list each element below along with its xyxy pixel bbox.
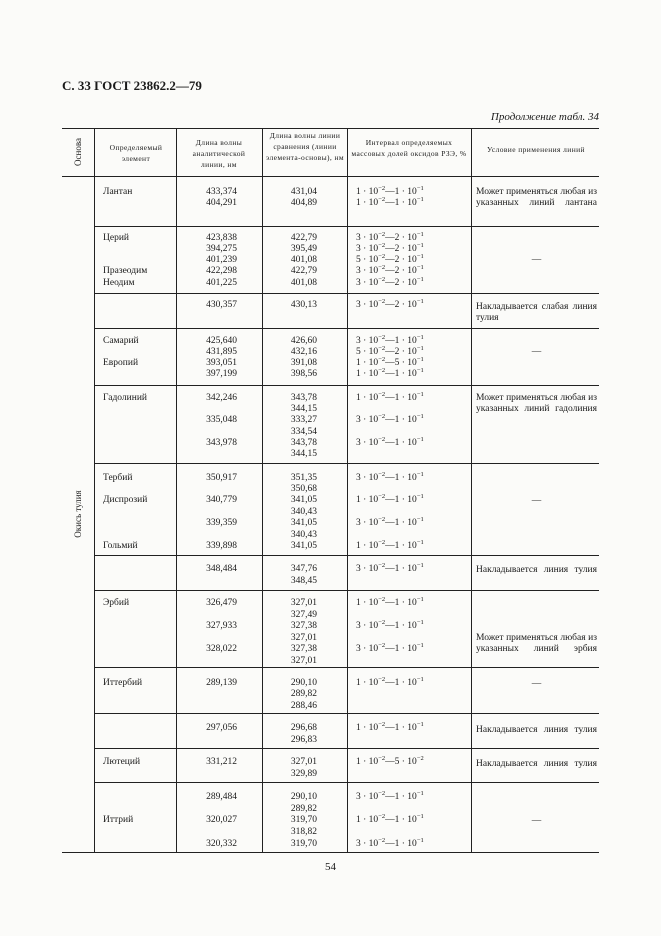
row-group-rule — [94, 782, 599, 783]
element-name: Диспрозий — [103, 495, 148, 505]
header-analytical-line: Длина волны аналитической линии, нм — [192, 138, 246, 169]
comparison-wavelength: 327,49 — [290, 610, 317, 620]
analytical-wavelength: 297,056 — [206, 723, 237, 733]
mass-fraction-range: $3 \cdot 10^{-2}—2 \cdot 10^{-1}$ — [356, 298, 424, 310]
exponent: 1 — [420, 367, 424, 374]
exponent: 1 — [420, 436, 424, 443]
mass-fraction-range: $1 \cdot 10^{-2}—1 \cdot 10^{-1}$ — [356, 196, 424, 208]
exponent: 1 — [420, 813, 424, 820]
exponent: 1 — [420, 516, 424, 523]
condition-text: Может применяться любая из указанных линий эрбия — [476, 633, 597, 655]
analytical-wavelength: 425,640 — [206, 336, 237, 346]
comparison-wavelength: 289,82 — [290, 804, 317, 814]
row-group-rule — [94, 463, 599, 464]
table-top-rule — [62, 128, 599, 129]
analytical-wavelength: 289,139 — [206, 678, 237, 688]
element-name: Лантан — [103, 187, 133, 197]
comparison-wavelength: 288,46 — [290, 701, 317, 711]
analytical-wavelength: 289,484 — [206, 792, 237, 802]
mass-fraction-range: $3 \cdot 10^{-2}—1 \cdot 10^{-1}$ — [356, 790, 424, 802]
comparison-wavelength: 351,35 — [290, 473, 317, 483]
row-group-rule — [94, 713, 599, 714]
mass-fraction-range: $1 \cdot 10^{-2}—1 \cdot 10^{-1}$ — [356, 596, 424, 608]
condition-text: Накладывается линия тулия — [476, 565, 597, 575]
mass-fraction-range: $1 \cdot 10^{-2}—5 \cdot 10^{-1}$ — [356, 356, 424, 368]
mass-fraction-range: $3 \cdot 10^{-2}—2 \cdot 10^{-1}$ — [356, 231, 424, 243]
comparison-wavelength: 319,70 — [290, 815, 317, 825]
comparison-wavelength: 296,83 — [290, 735, 317, 745]
element-name: Европий — [103, 358, 139, 368]
element-name: Гольмий — [103, 541, 138, 551]
exponent: 1 — [420, 562, 424, 569]
exponent: 1 — [420, 539, 424, 546]
analytical-wavelength: 327,933 — [206, 621, 237, 631]
element-name: Неодим — [103, 278, 135, 288]
comparison-wavelength: 347,76 — [290, 564, 317, 574]
analytical-wavelength: 401,239 — [206, 255, 237, 265]
comparison-wavelength: 340,43 — [290, 507, 317, 517]
comparison-wavelength: 343,78 — [290, 438, 317, 448]
exponent: 1 — [420, 596, 424, 603]
mass-fraction-range: $1 \cdot 10^{-2}—1 \cdot 10^{-1}$ — [356, 676, 424, 688]
comparison-wavelength: 398,56 — [290, 369, 317, 379]
comparison-wavelength: 401,08 — [290, 278, 317, 288]
mass-fraction-range: $3 \cdot 10^{-2}—2 \cdot 10^{-1}$ — [356, 276, 424, 288]
element-name: Лютеций — [103, 757, 141, 767]
mass-fraction-range: $1 \cdot 10^{-2}—1 \cdot 10^{-1}$ — [356, 391, 424, 403]
column-divider — [347, 128, 348, 852]
analytical-wavelength: 326,479 — [206, 598, 237, 608]
comparison-wavelength: 426,60 — [290, 336, 317, 346]
analytical-wavelength: 340,779 — [206, 495, 237, 505]
mass-fraction-range: $1 \cdot 10^{-2}—5 \cdot 10^{-2}$ — [356, 755, 424, 767]
exponent: 1 — [420, 837, 424, 844]
comparison-wavelength: 296,68 — [290, 723, 317, 733]
comparison-wavelength: 404,89 — [290, 198, 317, 208]
exponent: 1 — [420, 642, 424, 649]
comparison-wavelength: 327,38 — [290, 621, 317, 631]
mass-fraction-range: $1 \cdot 10^{-2}—1 \cdot 10^{-1}$ — [356, 367, 424, 379]
comparison-wavelength: 327,01 — [290, 633, 317, 643]
comparison-wavelength: 343,78 — [290, 393, 317, 403]
exponent: 1 — [420, 334, 424, 341]
analytical-wavelength: 430,357 — [206, 300, 237, 310]
comparison-wavelength: 422,79 — [290, 233, 317, 243]
base-label: Окись тулия — [73, 490, 83, 538]
mass-fraction-range: $1 \cdot 10^{-2}—1 \cdot 10^{-1}$ — [356, 539, 424, 551]
exponent: 1 — [420, 231, 424, 238]
exponent: 1 — [420, 619, 424, 626]
row-group-rule — [94, 226, 599, 227]
comparison-wavelength: 432,16 — [290, 347, 317, 357]
mass-fraction-range: $1 \cdot 10^{-2}—1 \cdot 10^{-1}$ — [356, 813, 424, 825]
header-base: Основа — [73, 138, 83, 166]
exponent: 1 — [420, 356, 424, 363]
comparison-wavelength: 430,13 — [290, 300, 317, 310]
row-group-rule — [94, 555, 599, 556]
condition-text: Накладывается линия тулия — [476, 725, 597, 735]
row-group-rule — [94, 590, 599, 591]
comparison-wavelength: 341,05 — [290, 541, 317, 551]
analytical-wavelength: 343,978 — [206, 438, 237, 448]
comparison-wavelength: 348,45 — [290, 576, 317, 586]
comparison-wavelength: 318,82 — [290, 827, 317, 837]
comparison-wavelength: 319,70 — [290, 839, 317, 849]
analytical-wavelength: 339,359 — [206, 518, 237, 528]
analytical-wavelength: 339,898 — [206, 541, 237, 551]
exponent: 1 — [420, 298, 424, 305]
mass-fraction-range: $1 \cdot 10^{-2}—1 \cdot 10^{-1}$ — [356, 721, 424, 733]
analytical-wavelength: 350,917 — [206, 473, 237, 483]
condition-text: Накладывается линия тулия — [476, 759, 597, 769]
mass-fraction-range: $3 \cdot 10^{-2}—1 \cdot 10^{-1}$ — [356, 562, 424, 574]
exponent: 1 — [420, 676, 424, 683]
element-name: Церий — [103, 233, 129, 243]
element-name: Празеодим — [103, 266, 148, 276]
page-number: 54 — [325, 861, 336, 873]
mass-fraction-range: $3 \cdot 10^{-2}—1 \cdot 10^{-1}$ — [356, 436, 424, 448]
table-continuation-label: Продолжение табл. 34 — [490, 111, 599, 123]
condition-text: Может применяться любая из указанных линий лантана — [476, 187, 597, 209]
analytical-wavelength: 431,895 — [206, 347, 237, 357]
exponent: 2 — [420, 755, 424, 762]
exponent: 1 — [420, 264, 424, 271]
analytical-wavelength: 331,212 — [206, 757, 237, 767]
exponent: 1 — [420, 413, 424, 420]
column-divider — [471, 128, 472, 852]
mass-fraction-range: $1 \cdot 10^{-2}—1 \cdot 10^{-1}$ — [356, 493, 424, 505]
exponent: 1 — [420, 471, 424, 478]
comparison-wavelength: 327,01 — [290, 656, 317, 666]
mass-fraction-range: $3 \cdot 10^{-2}—1 \cdot 10^{-1}$ — [356, 516, 424, 528]
element-name: Эрбий — [103, 598, 130, 608]
element-name: Иттербий — [103, 678, 143, 688]
header-element: Определяемый элемент — [109, 143, 163, 163]
condition-text: Может применяться любая из указанных линий гадолиния — [476, 393, 597, 415]
comparison-wavelength: 327,01 — [290, 757, 317, 767]
header-condition: Условие применения линий — [487, 145, 585, 154]
analytical-wavelength: 394,275 — [206, 244, 237, 254]
analytical-wavelength: 328,022 — [206, 644, 237, 654]
mass-fraction-range: $3 \cdot 10^{-2}—2 \cdot 10^{-1}$ — [356, 264, 424, 276]
comparison-wavelength: 395,49 — [290, 244, 317, 254]
comparison-wavelength: 340,43 — [290, 530, 317, 540]
comparison-wavelength: 401,08 — [290, 255, 317, 265]
row-group-rule — [94, 385, 599, 386]
comparison-wavelength: 329,89 — [290, 769, 317, 779]
column-divider — [94, 128, 95, 852]
header-comparison-line: Длина волны линии сравнения (линии элемента-основы), нм — [265, 131, 345, 162]
exponent: 1 — [420, 493, 424, 500]
row-group-rule — [94, 748, 599, 749]
analytical-wavelength: 422,298 — [206, 266, 237, 276]
page-header: С. 33 ГОСТ 23862.2—79 — [62, 78, 202, 93]
analytical-wavelength: 433,374 — [206, 187, 237, 197]
comparison-wavelength: 327,38 — [290, 644, 317, 654]
mass-fraction-range: $3 \cdot 10^{-2}—1 \cdot 10^{-1}$ — [356, 619, 424, 631]
exponent: 1 — [420, 253, 424, 260]
comparison-wavelength: 431,04 — [290, 187, 317, 197]
mass-fraction-range: $3 \cdot 10^{-2}—1 \cdot 10^{-1}$ — [356, 471, 424, 483]
header-range: Интервал определяемых массовых долей оксидов РЗЭ, % — [351, 138, 467, 158]
exponent: 1 — [420, 391, 424, 398]
comparison-wavelength: 333,27 — [290, 415, 317, 425]
comparison-wavelength: 344,15 — [290, 404, 317, 414]
analytical-wavelength: 335,048 — [206, 415, 237, 425]
element-name: Самарий — [103, 336, 139, 346]
condition-text: Накладывается слабая линия тулия — [476, 302, 597, 324]
mass-fraction-range: $5 \cdot 10^{-2}—2 \cdot 10^{-1}$ — [356, 345, 424, 357]
exponent: 1 — [420, 276, 424, 283]
comparison-wavelength: 391,08 — [290, 358, 317, 368]
comparison-wavelength: 422,79 — [290, 266, 317, 276]
exponent: 1 — [420, 345, 424, 352]
row-group-rule — [94, 667, 599, 668]
condition-text: — — [531, 679, 542, 689]
comparison-wavelength: 344,15 — [290, 449, 317, 459]
exponent: 1 — [420, 721, 424, 728]
comparison-wavelength: 289,82 — [290, 689, 317, 699]
analytical-wavelength: 401,225 — [206, 278, 237, 288]
element-name: Гадолиний — [103, 393, 148, 403]
row-group-rule — [94, 328, 599, 329]
element-name: Иттрий — [103, 815, 134, 825]
exponent: 1 — [420, 242, 424, 249]
comparison-wavelength: 341,05 — [290, 518, 317, 528]
mass-fraction-range: $3 \cdot 10^{-2}—1 \cdot 10^{-1}$ — [356, 837, 424, 849]
analytical-wavelength: 423,838 — [206, 233, 237, 243]
analytical-wavelength: 393,051 — [206, 358, 237, 368]
condition-text: — — [531, 496, 542, 506]
mass-fraction-range: $3 \cdot 10^{-2}—1 \cdot 10^{-1}$ — [356, 413, 424, 425]
comparison-wavelength: 327,01 — [290, 598, 317, 608]
condition-text: — — [531, 816, 542, 826]
mass-fraction-range: $3 \cdot 10^{-2}—1 \cdot 10^{-1}$ — [356, 642, 424, 654]
mass-fraction-range: $1 \cdot 10^{-2}—1 \cdot 10^{-1}$ — [356, 185, 424, 197]
mass-fraction-range: $5 \cdot 10^{-2}—2 \cdot 10^{-1}$ — [356, 253, 424, 265]
analytical-wavelength: 348,484 — [206, 564, 237, 574]
comparison-wavelength: 290,10 — [290, 792, 317, 802]
analytical-wavelength: 320,332 — [206, 839, 237, 849]
exponent: 1 — [420, 196, 424, 203]
comparison-wavelength: 341,05 — [290, 495, 317, 505]
table-bottom-rule — [62, 852, 599, 853]
analytical-wavelength: 397,199 — [206, 369, 237, 379]
element-name: Тербий — [103, 473, 133, 483]
condition-text: — — [531, 255, 542, 265]
comparison-wavelength: 334,54 — [290, 427, 317, 437]
exponent: 1 — [420, 790, 424, 797]
analytical-wavelength: 320,027 — [206, 815, 237, 825]
mass-fraction-range: $3 \cdot 10^{-2}—2 \cdot 10^{-1}$ — [356, 242, 424, 254]
mass-fraction-range: $3 \cdot 10^{-2}—1 \cdot 10^{-1}$ — [356, 334, 424, 346]
comparison-wavelength: 290,10 — [290, 678, 317, 688]
analytical-wavelength: 342,246 — [206, 393, 237, 403]
row-group-rule — [94, 293, 599, 294]
analytical-wavelength: 404,291 — [206, 198, 237, 208]
comparison-wavelength: 350,68 — [290, 484, 317, 494]
condition-text: — — [531, 347, 542, 357]
exponent: 1 — [420, 185, 424, 192]
header-bottom-rule — [62, 176, 599, 177]
